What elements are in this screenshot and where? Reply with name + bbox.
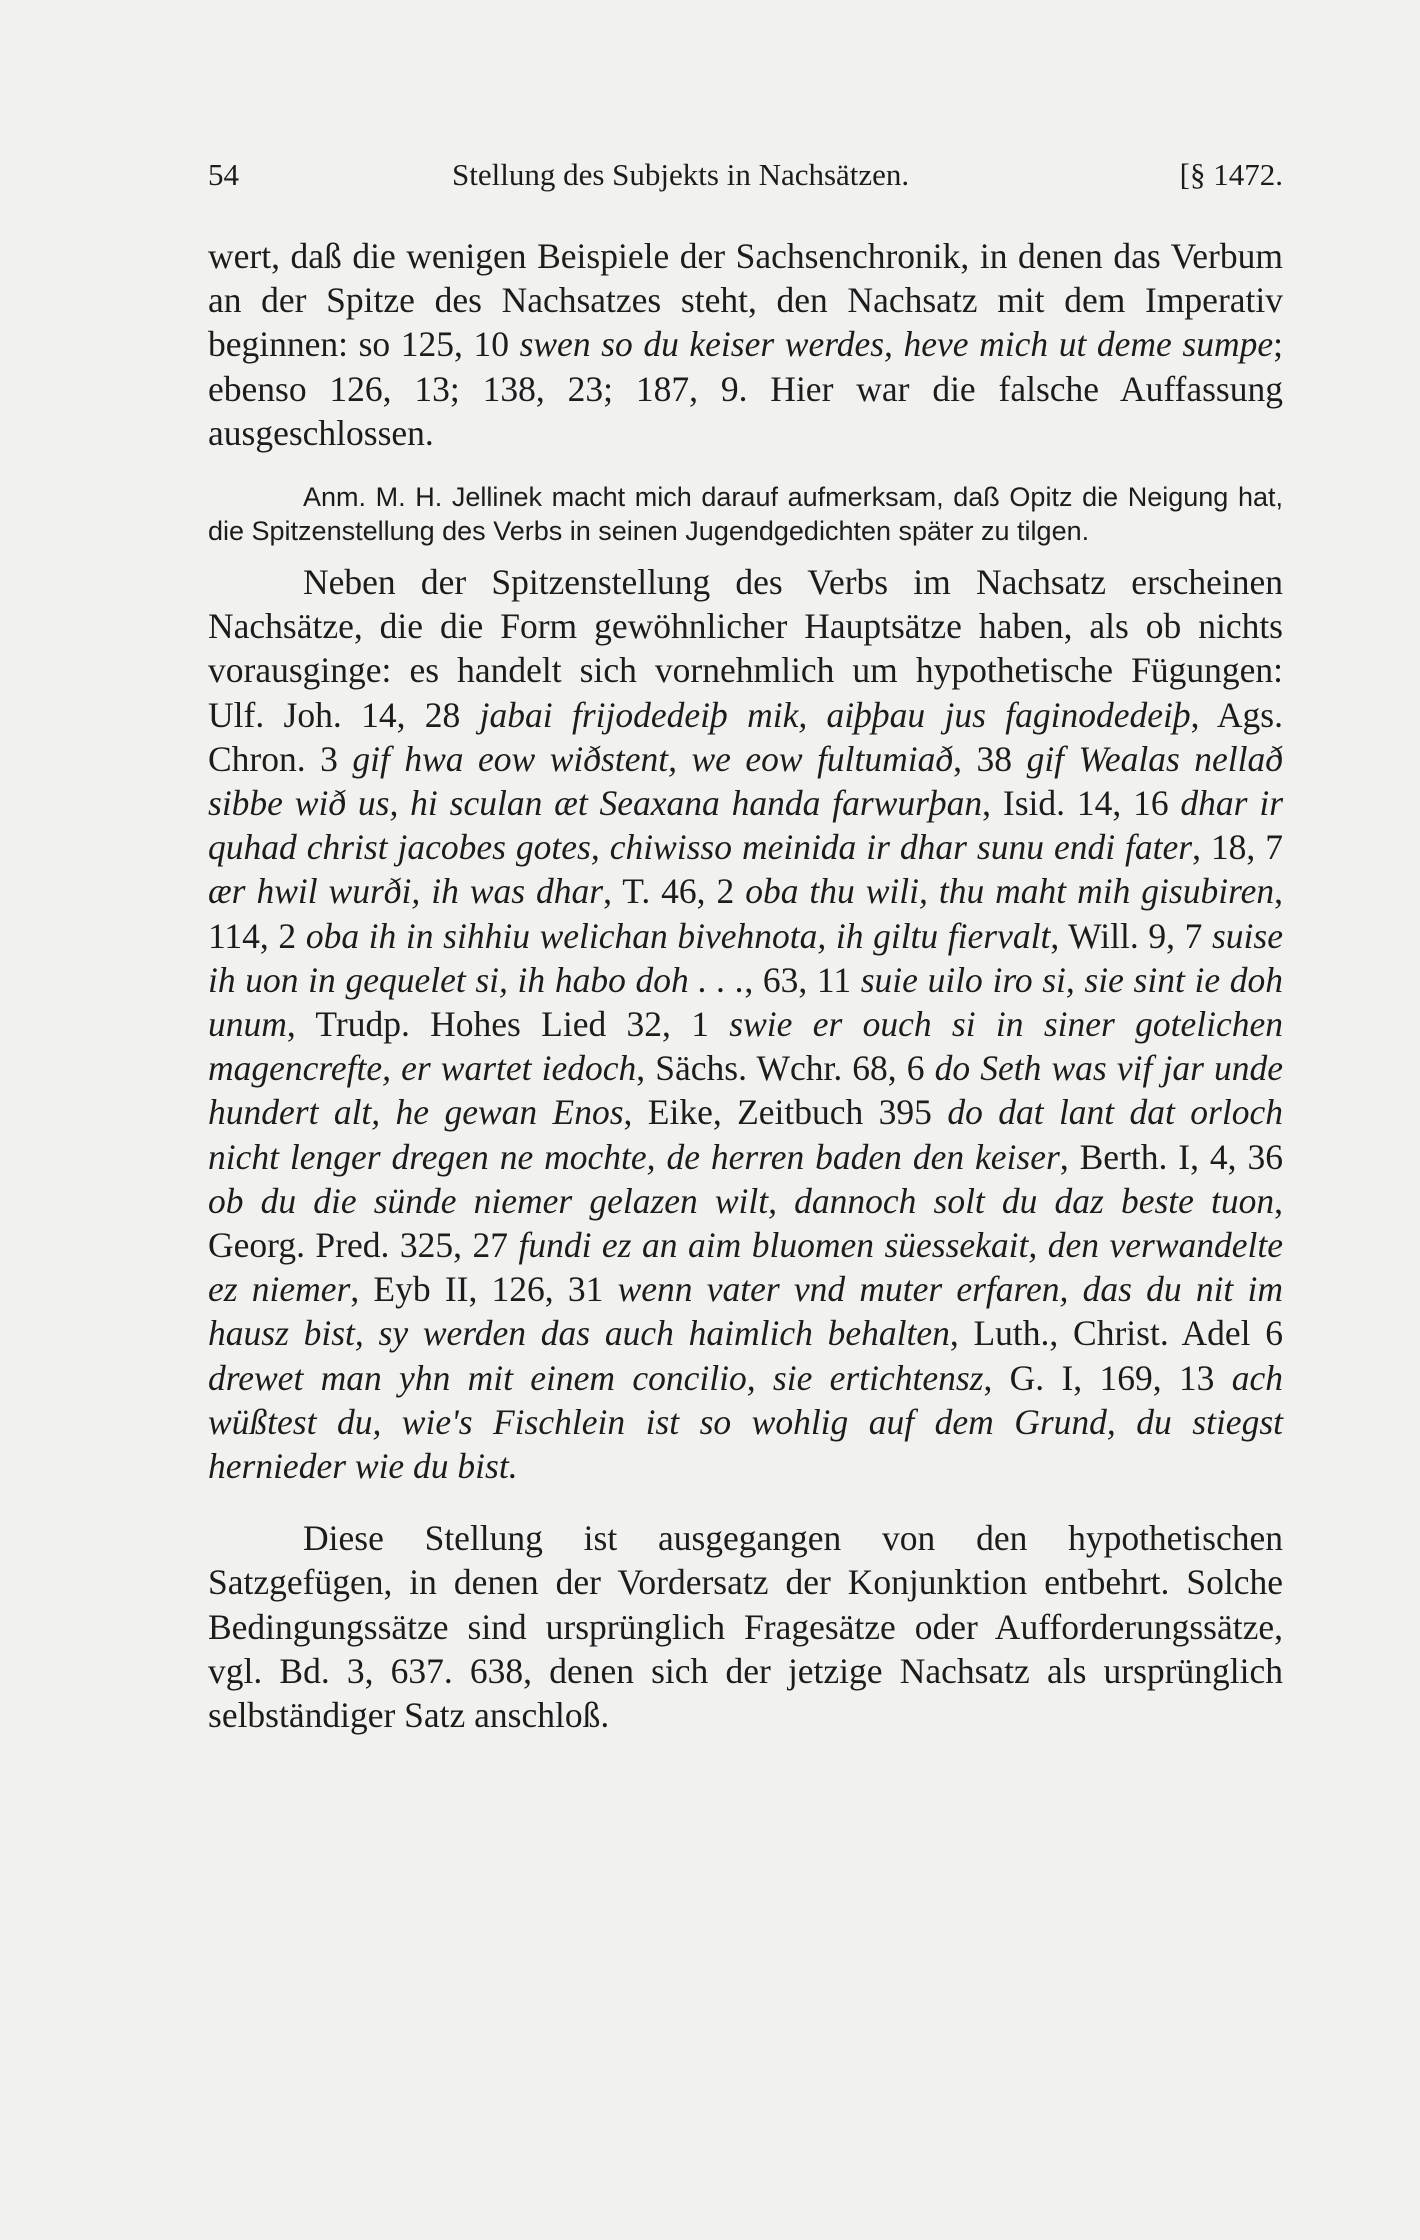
citation-example: gif hwa eow wiðstent, we eow fultumiað (352, 738, 954, 779)
text-run: ; ebenso 126, 13; 138, 23; 187, 9. Hier war die falsche Auffassung ausgeschlossen. (208, 324, 1283, 453)
text-run: , 18, 7 (1192, 827, 1283, 868)
page-number: 54 (208, 157, 239, 192)
text-run: , Eyb II, 126, 31 (350, 1269, 618, 1310)
body-text (208, 234, 1283, 1737)
footnote-remark: Anm. M. H. Jellinek macht mich darauf aufmerksam, daß Opitz die Neigung hat, die Spitzenstellung des Verbs in seinen Jugendgedichten später zu tilgen. (208, 482, 1283, 546)
text-run: , Luth., Christ. Adel 6 (949, 1313, 1283, 1354)
text-run: , Sächs. Wchr. 68, 6 (636, 1048, 935, 1089)
running-title: Stellung des Subjekts in Nachsätzen. (452, 157, 910, 192)
text-run: , 63, 11 (744, 959, 861, 1000)
text-run: , Will. 9, 7 (1050, 915, 1212, 956)
text-run: , 38 (953, 738, 1027, 779)
citation-example: swie er ouch si in siner gotelichen magencrefte, er wartet iedoch (208, 1004, 1283, 1089)
citation-example: jabai frijodedeiþ mik, aiþþau jus faginodedeiþ (479, 694, 1191, 735)
text-run: , Trudp. Hohes Lied 32, 1 (286, 1004, 730, 1045)
text-run: Neben der Spitzenstellung des Verbs im Nachsatz erscheinen Nachsätze, die die Form gewöhnlicher Hauptsätze haben, als ob nichts vorausginge: es handelt sich vornehmlich um hypothetische Fügungen: Ulf. Joh. 14, 28 (208, 562, 1283, 735)
citation-example: swen so du keiser werdes, heve mich ut deme sumpe (519, 324, 1274, 365)
running-header (208, 155, 1283, 195)
citation-example: do dat lant dat orloch nicht lenger dregen ne mochte, de herren baden den keiser (208, 1092, 1283, 1177)
text-run: , Isid. 14, 16 (982, 783, 1181, 824)
citation-example: ob du die sünde niemer gelazen wilt, dannoch solt du daz beste tuon (208, 1180, 1275, 1221)
citation-example: suie uilo iro si, sie sint ie doh unum (208, 959, 1283, 1045)
paragraph-conclusion: Diese Stellung ist ausgegangen von den hypothetischen Satzgefügen, in denen der Vordersatz der Konjunktion entbehrt. Solche Bedingungssätze sind ursprünglich Fragesätze oder Aufforderungssätze, vgl. Bd. 3, 637. 638, denen sich der jetzige Nachsatz als ursprünglich selbständiger Satz anschloß. (208, 1518, 1283, 1736)
text-run: , T. 46, 2 (603, 871, 746, 912)
text-run: , Georg. Pred. 325, 27 (208, 1180, 1283, 1266)
paragraph-examples (208, 560, 1283, 1488)
citation-example: do Seth was vif jar unde hundert alt, he gewan Enos (208, 1048, 1284, 1133)
citation-example: oba ih in sihhiu welichan bivehnota, ih giltu fiervalt (305, 915, 1051, 956)
text-run: , Eike, Zeitbuch 395 (623, 1092, 948, 1133)
citation-example: ach wüßtest du, wie's Fischlein ist so wohlig auf dem Grund, du stiegst hernieder wie du bist. (208, 1357, 1283, 1487)
citation-example: drewet man yhn mit einem concilio, sie ertichtensz (208, 1357, 984, 1398)
text-run: wert, daß die wenigen Beispiele der Sachsenchronik, in denen das Verbum an der Spitze des Nachsatzes steht, den Nachsatz mit dem Imperativ beginnen: so 125, 10 (208, 236, 1283, 365)
citation-example: gif Wealas nellað sibbe wið us, hi sculan æt Seaxana handa farwurþan (208, 738, 1284, 824)
text-run: , Ags. Chron. 3 (208, 694, 1283, 779)
text-run: , 114, 2 (208, 871, 1283, 956)
citation-example: oba thu wili, thu maht mih gisubiren (745, 871, 1275, 912)
section-reference: [§ 1472. (1179, 157, 1283, 192)
citation-example: fundi ez an aim bluomen süessekait, den verwandelte ez niemer (208, 1225, 1283, 1310)
citation-example: wenn vater vnd muter erfaren, das du nit im hausz bist, sy werden das auch haimlich behalten (208, 1269, 1283, 1354)
citation-example: dhar ir quhad christ jacobes gotes, chiwisso meinida ir dhar sunu endi fater (208, 783, 1284, 868)
text-run: , G. I, 169, 13 (983, 1357, 1232, 1398)
text-run: , Berth. I, 4, 36 (1059, 1136, 1283, 1177)
citation-example: ær hwil wurði, ih was dhar (208, 871, 604, 912)
paragraph-continued (208, 234, 1283, 455)
citation-example: suise ih uon in gequelet si, ih habo doh . . . (208, 915, 1283, 1000)
